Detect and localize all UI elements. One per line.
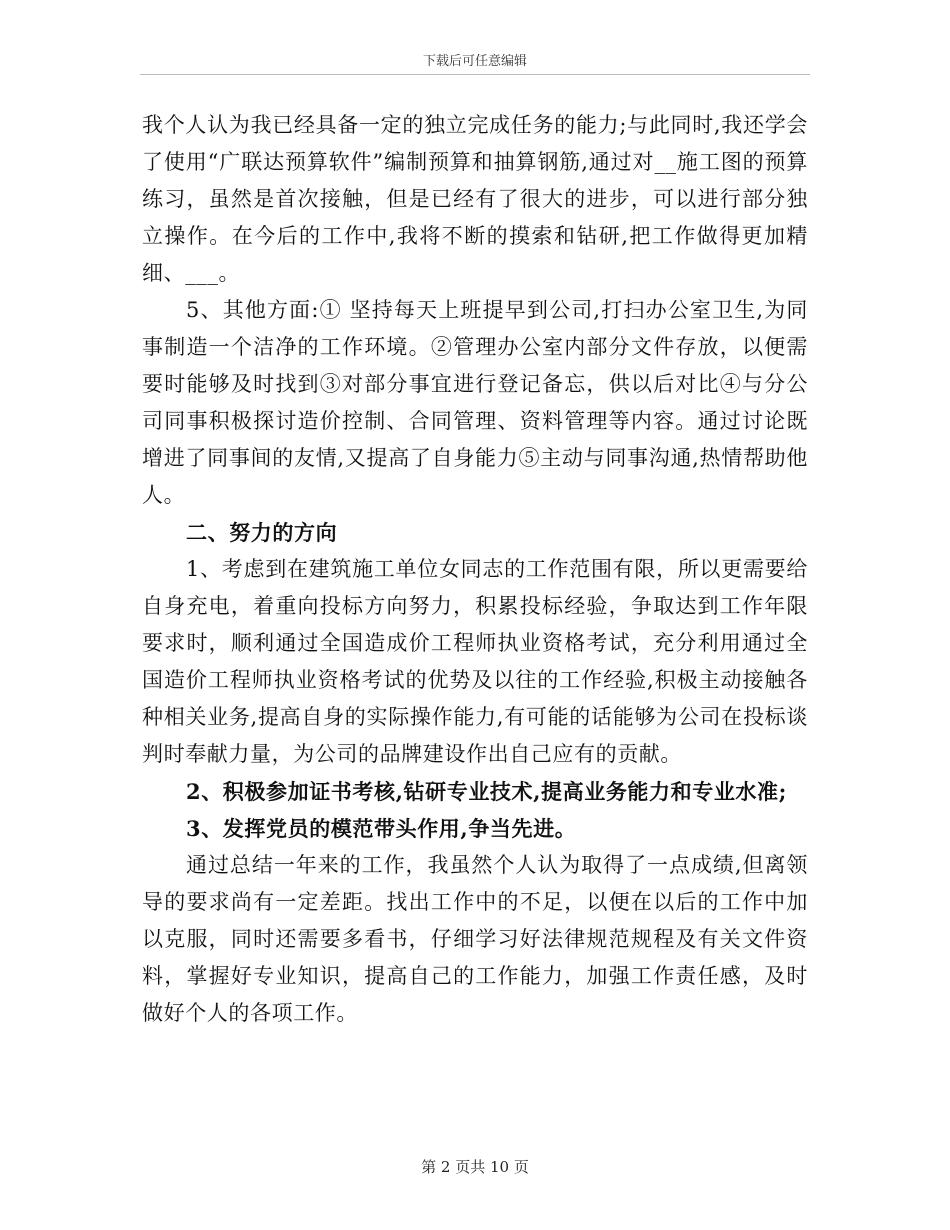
- paragraph-direction-2: 2、积极参加证书考核,钻研专业技术,提高业务能力和专业水准;: [186, 779, 787, 804]
- document-body: [142, 107, 808, 1032]
- page-header: 下载后可任意编辑: [422, 54, 527, 69]
- page-number: 第 2 页共 10 页: [421, 1158, 529, 1176]
- paragraph-conclusion: 通过总结一年来的工作，我虽然个人认为取得了一点成绩,但离领导的要求尚有一定差距。找出工作中的不足，以便在以后的工作中加以克服，同时还需要多看书，仔细学习好法律规范规程及有关文件资料，掌握好专业知识，提高自己的工作能力，加强工作责任感，及时做好个人的各项工作。: [142, 853, 808, 1025]
- header-divider: [140, 74, 810, 75]
- paragraph-other-aspects: 5、其他方面:① 坚持每天上班提早到公司,打扫办公室卫生,为同事制造一个洁净的工作环境。②管理办公室内部分文件存放，以便需要时能够及时找到③对部分事宜进行登记备忘，供以后对比④与分公司同事积极探讨造价控制、合同管理、资料管理等内容。通过讨论既增进了同事间的友情,又提高了自身能力⑤主动与同事沟通,热情帮助他人。: [142, 298, 808, 507]
- section-heading-direction: 二、努力的方向: [186, 520, 338, 545]
- paragraph-continuation: 我个人认为我已经具备一定的独立完成任务的能力;与此同时,我还学会了使用“广联达预算软件”编制预算和抽算钢筋,通过对__施工图的预算练习，虽然是首次接触，但是已经有了很大的进步，可以进行部分独立操作。在今后的工作中,我将不断的摸索和钻研,把工作做得更加精细、___。: [142, 113, 808, 285]
- paragraph-direction-3: 3、发挥党员的模范带头作用,争当先进。: [186, 816, 577, 841]
- paragraph-direction-1: 1、考虑到在建筑施工单位女同志的工作范围有限，所以更需要给自身充电，着重向投标方向努力，积累投标经验，争取达到工作年限要求时，顺利通过全国造成价工程师执业资格考试，充分利用通过全国造价工程师执业资格考试的优势及以往的工作经验,积极主动接触各种相关业务,提高自身的实际操作能力,有可能的话能够为公司在投标谈判时奉献力量，为公司的品牌建设作出自己应有的贡献。: [142, 557, 808, 766]
